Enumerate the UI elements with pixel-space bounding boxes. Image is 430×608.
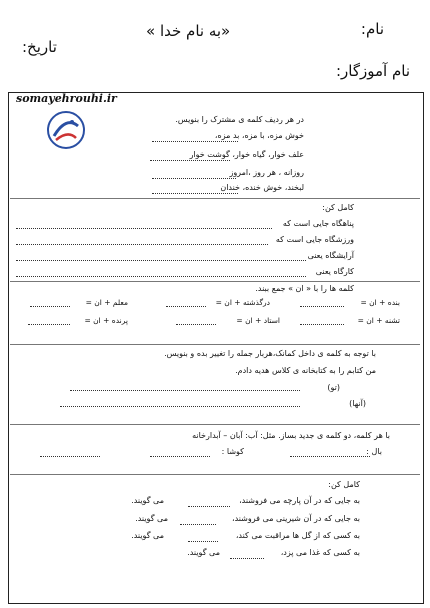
section1-row-4: لبخند، خوش خنده، خندان xyxy=(220,183,304,192)
section-divider xyxy=(10,424,420,425)
section6-row-4: به کسی که غذا می پزد، xyxy=(280,548,360,557)
section6-suffix: می گویند. xyxy=(187,548,220,557)
worksheet-title: «به نام خدا » xyxy=(146,22,231,40)
prompt-they: (آنها) xyxy=(349,399,366,408)
section2-row-1: پناهگاه جایی است که xyxy=(282,219,354,228)
word-build-item-2: کوشا : xyxy=(221,447,244,456)
answer-line[interactable] xyxy=(180,524,216,525)
answer-line[interactable] xyxy=(40,456,100,457)
answer-line[interactable] xyxy=(150,456,210,457)
section4-instruction: با توجه به کلمه ی داخل کمانک،هربار جمله را تغییر بده و بنویس. xyxy=(164,349,376,358)
section1-row-2: علف خوار، گیاه خوار، گوشت خوار xyxy=(189,150,304,159)
section2-instruction: کامل کن: xyxy=(322,203,354,212)
answer-line[interactable] xyxy=(60,406,300,407)
section6-row-1: به جایی که در آن پارچه می فروشند، xyxy=(239,496,360,505)
answer-line[interactable] xyxy=(16,228,272,229)
section1-row-1: خوش مزه، با مزه، بد مزه، xyxy=(214,131,304,140)
answer-line[interactable] xyxy=(150,160,230,161)
plural-item-1: بنده + ان = xyxy=(360,298,400,307)
plural-item-6: پرنده + ان = xyxy=(84,316,128,325)
name-label: نام: xyxy=(360,20,384,38)
answer-line[interactable] xyxy=(230,558,264,559)
section4-sentence: من کتابم را به کتابخانه ی کلاس هدیه دادم. xyxy=(235,366,376,375)
answer-line[interactable] xyxy=(28,324,70,325)
section-divider xyxy=(10,474,420,475)
answer-line[interactable] xyxy=(188,541,218,542)
section5-instruction: با هر کلمه، دو کلمه ی جدید بساز. مثل: آب: آبان – آبدارخانه xyxy=(192,431,390,440)
answer-line[interactable] xyxy=(30,306,70,307)
site-url: somayehrouhi.ir xyxy=(16,92,117,105)
answer-line[interactable] xyxy=(176,324,216,325)
answer-line[interactable] xyxy=(16,276,306,277)
section6-row-2: به جایی که در آن شیرینی می فروشند، xyxy=(231,514,360,523)
section6-suffix: می گویند. xyxy=(135,514,168,523)
section6-suffix: می گویند. xyxy=(131,531,164,540)
section6-row-3: به کسی که از گل ها مراقبت می کند، xyxy=(235,531,360,540)
section2-row-4: کارگاه یعنی xyxy=(315,267,354,276)
worksheet-frame xyxy=(8,92,424,604)
answer-line[interactable] xyxy=(152,141,238,142)
word-build-item-1: بال : xyxy=(366,447,382,456)
section2-row-2: ورزشگاه جایی است که xyxy=(275,235,354,244)
section1-row-3: روزانه ، هر روز ،امروز xyxy=(229,168,304,177)
answer-line[interactable] xyxy=(152,178,236,179)
section2-row-3: آرایشگاه یعنی xyxy=(307,251,354,260)
answer-line[interactable] xyxy=(188,506,230,507)
answer-line[interactable] xyxy=(300,306,344,307)
section1-instruction: در هر ردیف کلمه ی مشترک را بنویس. xyxy=(175,115,304,124)
plural-item-4: تشنه + ان = xyxy=(357,316,400,325)
section-divider xyxy=(10,198,420,199)
prompt-you: (تو) xyxy=(327,383,340,392)
plural-item-2: درگذشته + ان = xyxy=(215,298,270,307)
date-label: تاریخ: xyxy=(22,38,57,56)
answer-line[interactable] xyxy=(16,244,268,245)
answer-line[interactable] xyxy=(16,260,306,261)
answer-line[interactable] xyxy=(152,193,238,194)
section6-suffix: می گویند. xyxy=(131,496,164,505)
plural-item-3: معلم + ان = xyxy=(85,298,128,307)
section6-instruction: کامل کن: xyxy=(328,480,360,489)
section-divider xyxy=(10,344,420,345)
section3-instruction: کلمه ها را با « ان » جمع ببند. xyxy=(255,284,354,293)
site-logo-icon xyxy=(46,110,86,150)
answer-line[interactable] xyxy=(166,306,206,307)
section-divider xyxy=(10,281,420,282)
answer-line[interactable] xyxy=(290,456,370,457)
answer-line[interactable] xyxy=(300,324,344,325)
plural-item-5: استاد + ان = xyxy=(236,316,280,325)
answer-line[interactable] xyxy=(70,390,300,391)
teacher-name-label: نام آموزگار: xyxy=(335,62,410,80)
